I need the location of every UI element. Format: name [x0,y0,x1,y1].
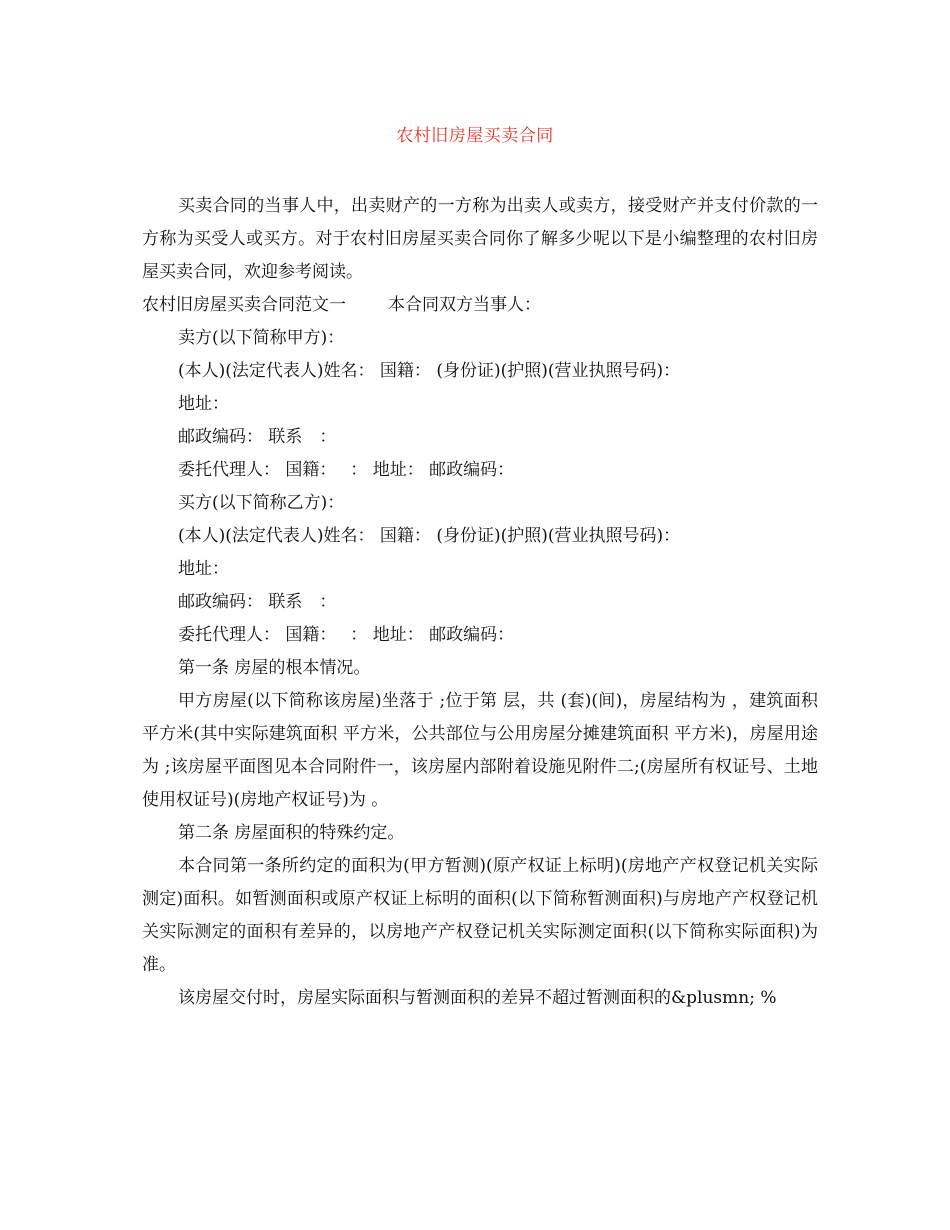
seller-name-line: (本人)(法定代表人)姓名： 国籍： (身份证)(护照)(营业执照号码)： [178,361,681,381]
buyer-heading: 买方(以下简称乙方)： [178,493,345,513]
document-body [142,190,818,1015]
buyer-address-line: 地址： [178,559,229,579]
delivery-paragraph: 该房屋交付时，房屋实际面积与暂测面积的差异不超过暂测面积的&plusmn; % [178,988,777,1008]
seller-address-line: 地址： [178,394,229,414]
sample-heading-line [142,289,818,322]
article-1-heading: 第一条 房屋的根本情况。 [178,658,371,678]
buyer-name-line: (本人)(法定代表人)姓名： 国籍： (身份证)(护照)(营业执照号码)： [178,526,681,546]
seller-agent-line: 委托代理人： 国籍： ： 地址： 邮政编码： [178,460,515,480]
buyer-agent-line: 委托代理人： 国籍： ： 地址： 邮政编码： [178,625,515,645]
sample-heading: 农村旧房屋买卖合同范文一 [142,295,346,315]
article-1-paragraph: 甲方房屋(以下简称该房屋)坐落于 ;位于第 层，共 (套)(间)，房屋结构为 ，建筑面积 平方米(其中实际建筑面积 平方米，公共部位与公用房屋分摊建筑面积 平方米)，房屋用途为 ;该房屋平面图见本合同附件一，该房屋内部附着设施见附件二;(房屋所有权证号、土地使用权证号)(房地产权证号)为 。 [142,691,818,810]
parties-heading: 本合同双方当事人： [388,295,541,315]
article-2-paragraph: 本合同第一条所约定的面积为(甲方暂测)(原产权证上标明)(房地产产权登记机关实际测定)面积。如暂测面积或原产权证上标明的面积(以下简称暂测面积)与房地产产权登记机关实际测定的面积有差异的，以房地产产权登记机关实际测定面积(以下简称实际面积)为准。 [142,856,818,975]
intro-paragraph: 买卖合同的当事人中，出卖财产的一方称为出卖人或卖方，接受财产并支付价款的一方称为买受人或买方。对于农村旧房屋买卖合同你了解多少呢以下是小编整理的农村旧房屋买卖合同，欢迎参考阅读。 [142,196,818,282]
seller-heading: 卖方(以下简称甲方)： [178,328,345,348]
article-2-heading: 第二条 房屋面积的特殊约定。 [178,823,405,843]
buyer-postal-line: 邮政编码： 联系 ： [178,592,337,612]
document-title: 农村旧房屋买卖合同 [396,126,554,146]
seller-postal-line: 邮政编码： 联系 ： [178,427,337,447]
